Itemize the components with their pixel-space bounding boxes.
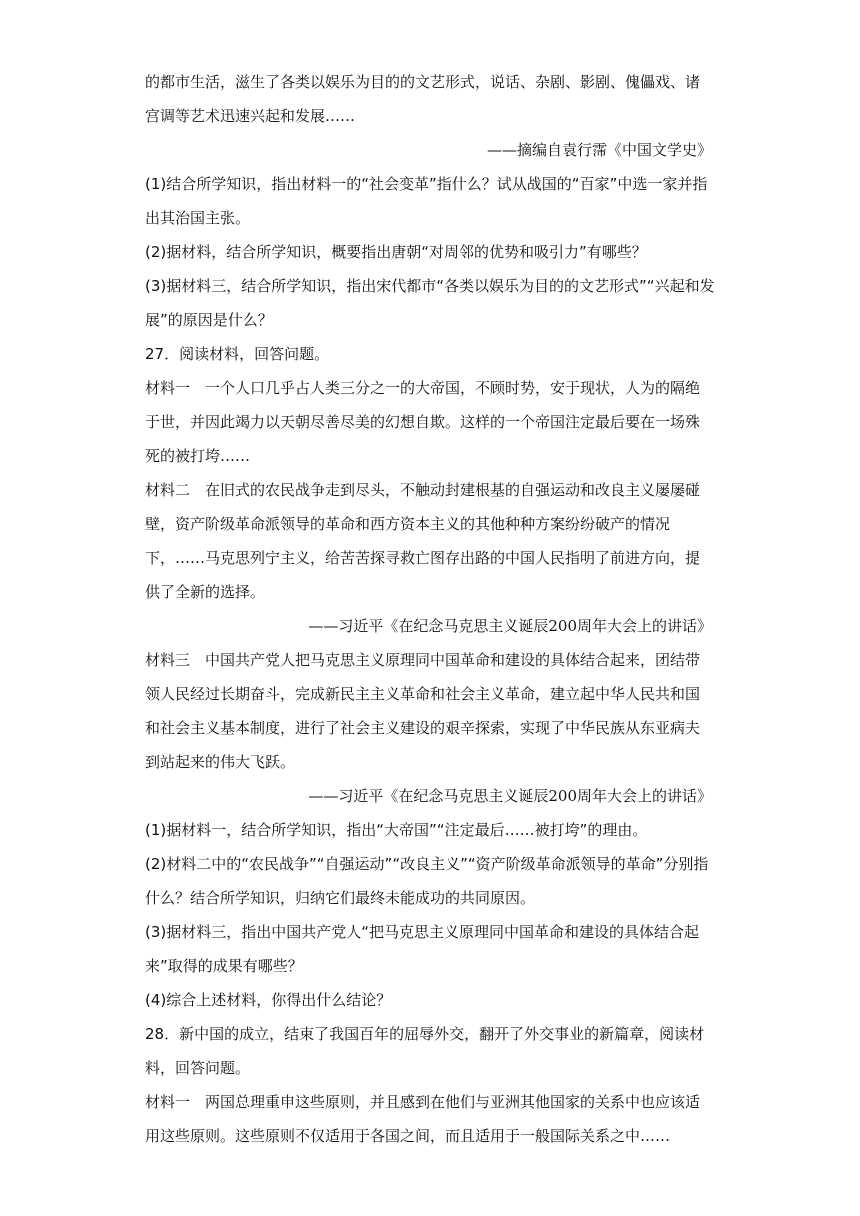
question-line: (4)综合上述材料，你得出什么结论？ xyxy=(145,991,392,1009)
text-line: 宫调等艺术迅速兴起和发展…… xyxy=(145,107,356,125)
material-line: 供了全新的选择。 xyxy=(145,583,266,601)
question-line: 什么？结合所学知识，归纳它们最终未能成功的共同原因。 xyxy=(145,889,536,907)
text-line: 的都市生活，滋生了各类以娱乐为目的的文艺形式，说话、杂剧、影剧、傀儡戏、诸 xyxy=(145,73,701,91)
material-line: 用这些原则。这些原则不仅适用于各国之间，而且适用于一般国际关系之中…… xyxy=(145,1127,671,1145)
material-line: 领人民经过长期奋斗，完成新民主主义革命和社会主义革命，建立起中华人民共和国 xyxy=(145,685,701,703)
question-line: (3)据材料三，结合所学知识，指出宋代都市“各类以娱乐为目的的文艺形式”“兴起和发 xyxy=(145,277,715,295)
material-line: 材料二 在旧式的农民战争走到尽头，不触动封建根基的自强运动和改良主义屡屡碰 xyxy=(145,481,701,499)
source-citation: ——习近平《在纪念马克思主义诞辰200周年大会上的讲话》 xyxy=(308,787,712,805)
material-line: 下，……马克思列宁主义，给苦苦探寻救亡图存出路的中国人民指明了前进方向，提 xyxy=(145,549,701,567)
source-citation: ——习近平《在纪念马克思主义诞辰200周年大会上的讲话》 xyxy=(308,617,712,635)
question-heading: 料，回答问题。 xyxy=(145,1059,251,1077)
material-line: 到站起来的伟大飞跃。 xyxy=(145,753,296,771)
question-line: (2)据材料，结合所学知识，概要指出唐朝“对周邻的优势和吸引力”有哪些？ xyxy=(145,243,647,261)
material-line: 壁，资产阶级革命派领导的革命和西方资本主义的其他种种方案纷纷破产的情况 xyxy=(145,515,671,533)
question-line: (2)材料二中的“农民战争”“自强运动”“改良主义”“资产阶级革命派领导的革命”分别指 xyxy=(145,855,709,873)
material-line: 材料一 两国总理重申这些原则，并且感到在他们与亚洲其他国家的关系中也应该适 xyxy=(145,1093,701,1111)
material-line: 于世，并因此竭力以天朝尽善尽美的幻想自欺。这样的一个帝国注定最后要在一场殊 xyxy=(145,413,701,431)
question-heading: 27．阅读材料，回答问题。 xyxy=(145,345,330,363)
question-line: 展”的原因是什么？ xyxy=(145,311,273,329)
question-line: (1)据材料一，结合所学知识，指出“大帝国”“注定最后……被打垮”的理由。 xyxy=(145,821,648,839)
material-line: 材料一 一个人口几乎占人类三分之一的大帝国，不顾时势，安于现状，人为的隔绝 xyxy=(145,379,701,397)
question-line: (1)结合所学知识，指出材料一的“社会变革”指什么？试从战国的“百家”中选一家并指 xyxy=(145,175,708,193)
material-line: 和社会主义基本制度，进行了社会主义建设的艰辛探索，实现了中华民族从东亚病夫 xyxy=(145,719,701,737)
question-line: 来”取得的成果有哪些？ xyxy=(145,957,303,975)
question-heading: 28．新中国的成立，结束了我国百年的屈辱外交，翻开了外交事业的新篇章，阅读材 xyxy=(145,1025,705,1043)
material-line: 死的被打垮…… xyxy=(145,447,251,465)
source-citation: ——摘编自袁行霈《中国文学史》 xyxy=(486,141,712,159)
question-line: 出其治国主张。 xyxy=(145,209,251,227)
question-line: (3)据材料三，指出中国共产党人“把马克思主义原理同中国革命和建设的具体结合起 xyxy=(145,923,700,941)
material-line: 材料三 中国共产党人把马克思主义原理同中国革命和建设的具体结合起来，团结带 xyxy=(145,651,701,669)
